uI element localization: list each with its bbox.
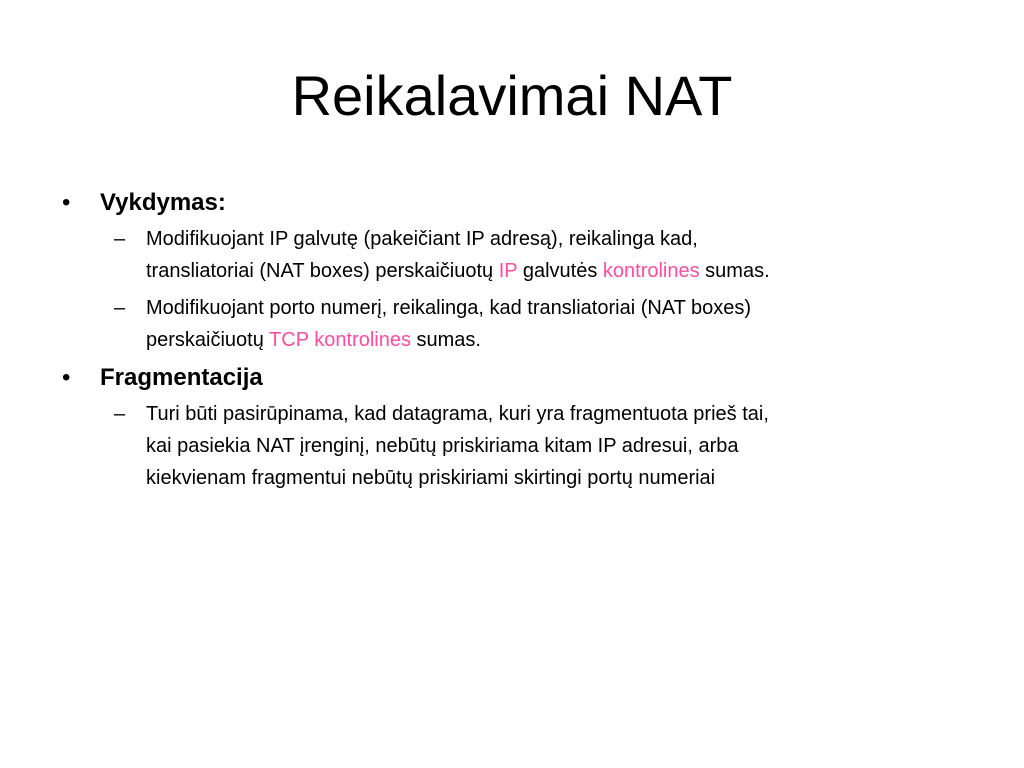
text-span: sumas. bbox=[410, 329, 481, 351]
sub-bullet-line: kai pasiekia NAT įrenginį, nebūtų priskiriama kitam IP adresui, arba bbox=[146, 435, 739, 457]
sub-bullet-line bbox=[146, 324, 962, 356]
bullet-icon: • bbox=[62, 364, 71, 391]
bullet-fragmentacija bbox=[62, 361, 962, 395]
dash-icon: – bbox=[114, 228, 126, 250]
sub-bullet-line: kiekvienam fragmentui nebūtų priskiriami skirtingi portų numeriai bbox=[146, 467, 716, 489]
text-span: galvutės bbox=[517, 260, 603, 282]
bullet-icon: • bbox=[62, 189, 71, 216]
slide-content bbox=[62, 186, 962, 499]
sub-bullet-ip-header bbox=[62, 223, 962, 287]
sub-bullet-port bbox=[62, 292, 962, 356]
sub-bullet-line: Turi būti pasirūpinama, kad datagrama, kuri yra fragmentuota prieš tai, bbox=[146, 403, 769, 425]
sub-bullet-line bbox=[146, 255, 962, 287]
highlight-kontrolines: kontrolines bbox=[602, 260, 700, 282]
dash-icon: – bbox=[114, 403, 126, 425]
text-span: perskaičiuotų bbox=[146, 329, 270, 351]
text-span: sumas. bbox=[699, 260, 770, 282]
section-heading: Fragmentacija bbox=[100, 364, 263, 391]
sub-bullet-fragment bbox=[62, 398, 962, 494]
bullet-vykdymas bbox=[62, 186, 962, 220]
slide-title: Reikalavimai NAT bbox=[291, 64, 733, 127]
section-heading: Vykdymas: bbox=[100, 189, 226, 216]
highlight-tcp-kontrolines: TCP kontrolines bbox=[269, 329, 411, 351]
sub-bullet-line: Modifikuojant IP galvutę (pakeičiant IP adresą), reikalinga kad, bbox=[146, 228, 698, 250]
dash-icon: – bbox=[114, 297, 126, 319]
sub-bullet-line: Modifikuojant porto numerį, reikalinga, kad transliatoriai (NAT boxes) bbox=[146, 297, 752, 319]
text-span: transliatoriai (NAT boxes) perskaičiuotų bbox=[146, 260, 499, 282]
highlight-ip: IP bbox=[498, 260, 518, 282]
